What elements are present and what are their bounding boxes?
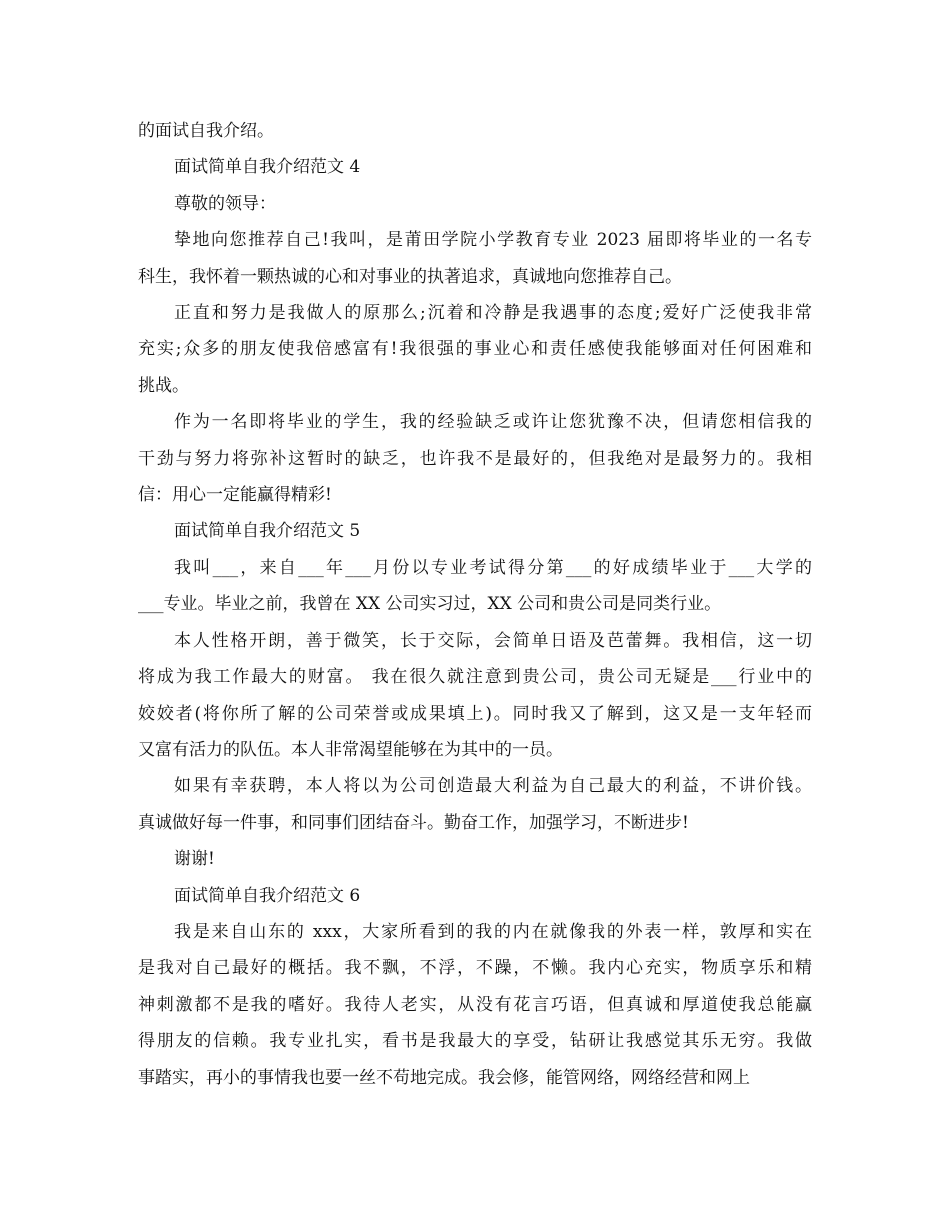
text-line: 又富有活力的队伍。本人非常渴望能够在为其中的一员。 bbox=[138, 739, 563, 760]
paragraph bbox=[138, 550, 812, 623]
text-line: 的面试自我介绍。 bbox=[138, 121, 274, 141]
text-line: 我叫___，来自___年___月份以专业考试得分第___的好成绩毕业于___大学的 bbox=[174, 557, 812, 578]
paragraph bbox=[138, 623, 812, 769]
text-line: 姣姣者(将你所了解的公司荣誉或成果填上)。同时我又了解到，这又是一支年轻而 bbox=[138, 703, 812, 724]
text-line: 事踏实，再小的事情我也要一丝不苟地完成。我会修，能管网络，网络经营和网上 bbox=[138, 1067, 750, 1088]
text-line: 挑战。 bbox=[138, 375, 189, 396]
text-line: 得朋友的信赖。我专业扎实，看书是我最大的享受，钻研让我感觉其乐无穷。我做 bbox=[138, 1031, 812, 1052]
text-line: 正直和努力是我做人的原那么;沉着和冷静是我遇事的态度;爱好广泛使我非常 bbox=[174, 303, 812, 324]
text-line: 我是来自山东的 xxx，大家所看到的我的内在就像我的外表一样，敦厚和实在 bbox=[174, 921, 812, 942]
text-line: 神刺激都不是我的嗜好。我待人老实，从没有花言巧语，但真诚和厚道使我总能赢 bbox=[138, 994, 812, 1015]
paragraph bbox=[138, 878, 812, 914]
text-line: 尊敬的领导： bbox=[174, 193, 276, 214]
paragraph bbox=[138, 295, 812, 404]
text-line: 谢谢! bbox=[174, 849, 215, 870]
text-line: ___专业。毕业之前，我曾在 XX 公司实习过，XX 公司和贵公司是同类行业。 bbox=[138, 594, 722, 615]
paragraph bbox=[138, 768, 812, 841]
document-page bbox=[138, 113, 812, 1096]
paragraph bbox=[138, 186, 812, 222]
text-line: 充实;众多的朋友使我倍感富有!我很强的事业心和责任感使我能够面对任何困难和 bbox=[138, 339, 812, 360]
text-line: 信：用心一定能赢得精彩! bbox=[138, 485, 332, 506]
text-line: 干劲与努力将弥补这暂时的缺乏，也许我不是最好的，但我绝对是最努力的。我相 bbox=[138, 448, 812, 469]
text-line: 真诚做好每一件事，和同事们团结奋斗。勤奋工作，加强学习，不断进步! bbox=[138, 812, 689, 833]
text-line: 作为一名即将毕业的学生，我的经验缺乏或许让您犹豫不决，但请您相信我的 bbox=[174, 412, 812, 433]
paragraph bbox=[138, 222, 812, 295]
paragraph bbox=[138, 914, 812, 1096]
text-line: 本人性格开朗，善于微笑，长于交际，会简单日语及芭蕾舞。我相信，这一切 bbox=[174, 630, 812, 651]
text-line: 面试简单自我介绍范文 4 bbox=[174, 157, 361, 178]
paragraph bbox=[138, 513, 812, 549]
paragraph bbox=[138, 841, 812, 877]
text-line: 将成为我工作最大的财富。 我在很久就注意到贵公司，贵公司无疑是___行业中的 bbox=[138, 667, 812, 688]
text-line: 科生，我怀着一颗热诚的心和对事业的执著追求，真诚地向您推荐自己。 bbox=[138, 266, 682, 287]
paragraph bbox=[138, 149, 812, 185]
paragraph bbox=[138, 404, 812, 513]
text-line: 是我对自己最好的概括。我不飘，不浮，不躁，不懒。我内心充实，物质享乐和精 bbox=[138, 958, 812, 979]
text-line: 面试简单自我介绍范文 5 bbox=[174, 521, 361, 542]
text-line: 如果有幸获聘，本人将以为公司创造最大利益为自己最大的利益，不讲价钱。 bbox=[174, 776, 812, 797]
paragraph bbox=[138, 113, 812, 149]
text-line: 面试简单自我介绍范文 6 bbox=[174, 885, 361, 906]
text-line: 挚地向您推荐自己!我叫，是莆田学院小学教育专业 2023 届即将毕业的一名专 bbox=[174, 230, 812, 251]
